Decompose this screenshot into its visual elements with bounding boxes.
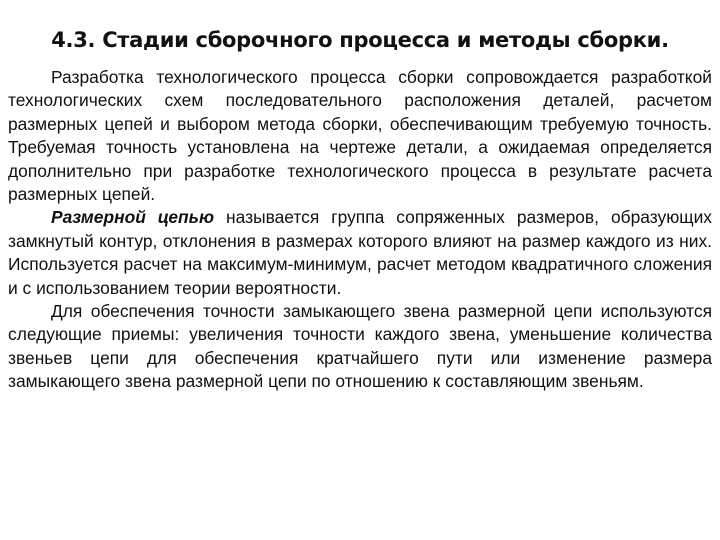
paragraph-dimensional-chain xyxy=(8,206,712,300)
term-dimensional-chain: Размерной цепью xyxy=(51,207,215,228)
slide-title: 4.3. Стадии сборочного процесса и методы сборки. xyxy=(51,28,669,52)
slide-body xyxy=(8,66,712,394)
dimensional-chain-definition: называется группа сопряженных размеров, образующих замкнутый контур, отклонения в размерах которого влияют на размер каждого из них. Используется расчет на максимум-минимум, расчет методом квадратичного сложения и с использованием теории вероятности. xyxy=(8,207,712,298)
paragraph-assembly-process: Разработка технологического процесса сборки сопровождается разработкой технологических схем последовательного расположения деталей, расчетом размерных цепей и выбором метода сборки, обеспечивающим требуемую точность. Требуемая точность установлена на чертеже детали, а ожидаемая определяется дополнительно при разработке технологического процесса в результате расчета размерных цепей. xyxy=(8,67,712,205)
paragraph-accuracy-methods: Для обеспечения точности замыкающего звена размерной цепи используются следующие приемы: увеличения точности каждого звена, уменьшение количества звеньев цепи для обеспечения кратчайшего пути или изменение размера замыкающего звена размерной цепи по отношению к составляющим звеньям. xyxy=(8,301,712,392)
